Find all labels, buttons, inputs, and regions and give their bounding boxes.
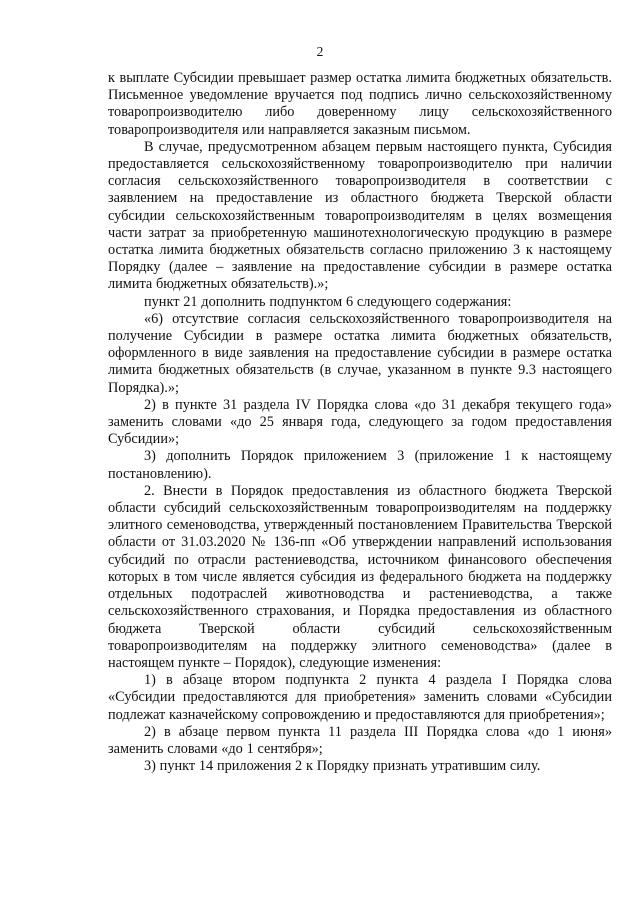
paragraph-case-provision: В случае, предусмотренном абзацем первым настоящего пункта, Субсидия предоставляется сельскохозяйственному товаропроизводителю при наличии согласия сельскохозяйственного товаропроизводителя в соответствии с заявлением на предоставление из областного бюджета Тверской области субсидии сельскохозяйственным товаропроизводителям в целях возмещения части затрат за приобретенную машинотехнологическую продукцию в размере остатка лимита бюджетных обязательств согласно приложению 3 к настоящему Порядку (далее – заявление на предоставление субсидии в размере остатка лимита бюджетных обязательств).»;: [108, 138, 612, 293]
paragraph-item-3-appendix: 3) дополнить Порядок приложением 3 (приложение 1 к настоящему постановлению).: [108, 448, 612, 482]
paragraph-change-3: 3) пункт 14 приложения 2 к Порядку признать утратившим силу.: [144, 758, 541, 775]
document-body: [108, 70, 612, 775]
page-number: 2: [316, 44, 324, 59]
paragraph-change-2: 2) в абзаце первом пункта 11 раздела III Порядка слова «до 1 июня» заменить словами «до 1 сентября»;: [108, 723, 612, 757]
paragraph-item-2-point-31: 2) в пункте 31 раздела IV Порядка слова «до 31 декабря текущего года» заменить словами «до 25 января года, следующего за годом предоставления Субсидии»;: [108, 396, 612, 448]
paragraph-section-2: 2. Внести в Порядок предоставления из областного бюджета Тверской области субсидий сельскохозяйственным товаропроизводителям на поддержку элитного семеноводства, утвержденный постановлением Правительства Тверской области от 31.03.2020 № 136-пп «Об утверждении направлений использования субсидий по отрасли растениеводства, источником финансового обеспечения которых в том числе является субсидия из федерального бюджета на поддержку отдельных подотраслей животноводства и растениеводства, а также сельскохозяйственного страхования, и Порядка предоставления из областного бюджета Тверской области субсидий сельскохозяйственным товаропроизводителям на поддержку элитного семеноводства» (далее в настоящем пункте – Порядок), следующие изменения:: [108, 482, 612, 671]
paragraph-point-21-amendment: пункт 21 дополнить подпунктом 6 следующего содержания:: [144, 293, 512, 310]
paragraph-change-1: 1) в абзаце втором подпункта 2 пункта 4 раздела I Порядка слова «Субсидии предоставляются для приобретения» заменить словами «Субсидии подлежат казначейскому сопровождению и предоставляются для приобретения»;: [108, 672, 612, 723]
paragraph-subpoint-6: «6) отсутствие согласия сельскохозяйственного товаропроизводителя на получение Субсидии в размере остатка лимита бюджетных обязательств, оформленного в виде заявления на предоставление субсидии в размере остатка лимита бюджетных обязательств (в случае, указанном в пункте 9.3 настоящего Порядка).»;: [108, 310, 612, 396]
paragraph-continuation: к выплате Субсидии превышает размер остатка лимита бюджетных обязательств. Письменное уведомление вручается под подпись лично сельскохозяйственному товаропроизводителю либо доверенному лицу сельскохозяйственного товаропроизводителя или направляется заказным письмом.: [108, 70, 612, 138]
